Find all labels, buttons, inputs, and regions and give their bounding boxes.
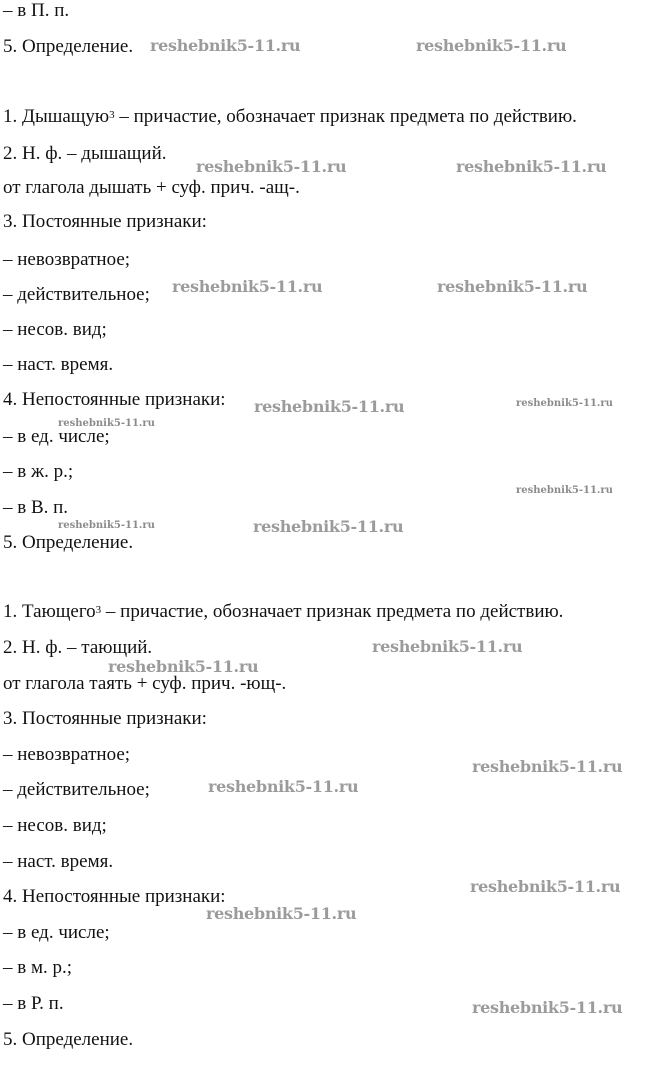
text-line: – в В. п. <box>3 497 69 518</box>
watermark: reshebnik5-11.ru <box>372 637 523 656</box>
watermark: reshebnik5-11.ru <box>206 904 357 923</box>
text-line-heading <box>3 601 563 623</box>
text-line: – в ед. числе; <box>3 922 110 943</box>
text-line: – в Р. п. <box>3 993 64 1014</box>
watermark: reshebnik5-11.ru <box>58 520 155 531</box>
text-line: 5. Определение. <box>3 36 134 57</box>
watermark: reshebnik5-11.ru <box>172 277 323 296</box>
text-line-heading <box>3 106 577 128</box>
text-line: 3. Постоянные признаки: <box>3 211 207 232</box>
text-line: 4. Непостоянные признаки: <box>3 389 226 410</box>
text-line: 4. Непостоянные признаки: <box>3 886 226 907</box>
watermark: reshebnik5-11.ru <box>416 36 567 55</box>
term: 1. Тающего <box>3 601 96 622</box>
text-line: от глагола таять + суф. прич. -ющ-. <box>3 673 287 694</box>
text-line: – действительное; <box>3 284 150 305</box>
watermark: reshebnik5-11.ru <box>472 998 623 1017</box>
watermark: reshebnik5-11.ru <box>437 277 588 296</box>
watermark: reshebnik5-11.ru <box>208 777 359 796</box>
term: 1. Дышащую <box>3 106 110 127</box>
text-line: 2. Н. ф. – дышащий. <box>3 143 167 164</box>
text-line: – в П. п. <box>3 0 70 21</box>
text-line: – в ед. числе; <box>3 426 110 447</box>
text-line: 3. Постоянные признаки: <box>3 708 207 729</box>
watermark: reshebnik5-11.ru <box>472 757 623 776</box>
definition-text: – причастие, обозначает признак предмета по действию. <box>114 106 577 127</box>
footnote-marker: 3 <box>95 604 102 616</box>
watermark: reshebnik5-11.ru <box>254 397 405 416</box>
text-line: – невозвратное; <box>3 744 131 765</box>
definition-text: – причастие, обозначает признак предмета по действию. <box>101 601 564 622</box>
footnote-marker: 3 <box>109 109 115 121</box>
text-line: – невозвратное; <box>3 249 131 270</box>
watermark: reshebnik5-11.ru <box>253 517 404 536</box>
text-line: 5. Определение. <box>3 1029 134 1050</box>
watermark: reshebnik5-11.ru <box>58 418 155 429</box>
text-line: от глагола дышать + суф. прич. -ащ-. <box>3 177 300 198</box>
text-line: 2. Н. ф. – тающий. <box>3 637 153 658</box>
text-line: 5. Определение. <box>3 532 134 553</box>
text-line: – наст. время. <box>3 851 114 872</box>
watermark: reshebnik5-11.ru <box>456 157 607 176</box>
text-line: – несов. вид; <box>3 319 107 340</box>
watermark: reshebnik5-11.ru <box>470 877 621 896</box>
text-line: – несов. вид; <box>3 815 107 836</box>
watermark: reshebnik5-11.ru <box>196 157 347 176</box>
text-line: – в м. р.; <box>3 957 73 978</box>
watermark: reshebnik5-11.ru <box>108 657 259 676</box>
watermark: reshebnik5-11.ru <box>150 36 301 55</box>
text-line: – наст. время. <box>3 354 114 375</box>
watermark: reshebnik5-11.ru <box>516 398 613 409</box>
text-line: – действительное; <box>3 779 150 800</box>
text-line: – в ж. р.; <box>3 461 74 482</box>
watermark: reshebnik5-11.ru <box>516 485 613 496</box>
